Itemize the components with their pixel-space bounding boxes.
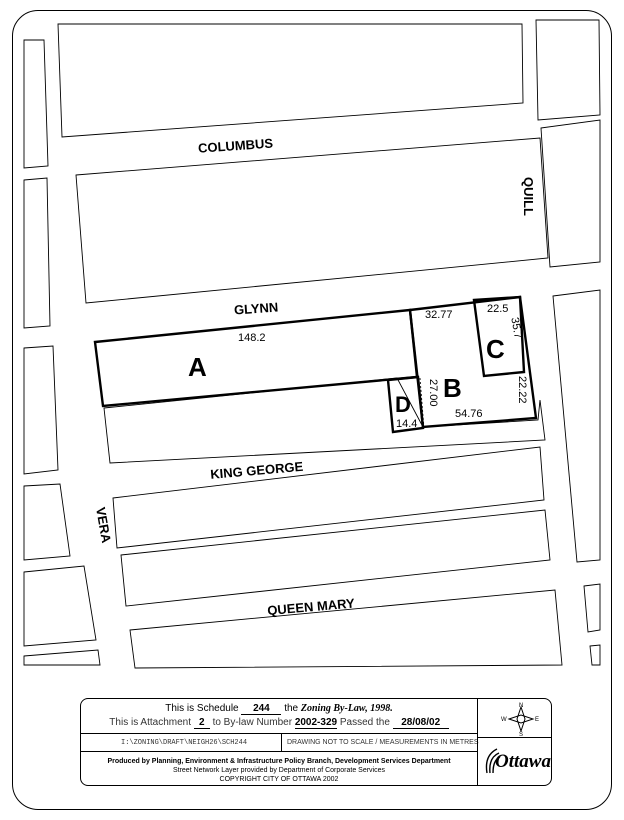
schedule-line: [81, 703, 477, 715]
produced-by: Produced by Planning, Environment & Infrastructure Policy Branch, Development Services Department: [107, 758, 451, 765]
block-glynn-king: [104, 378, 545, 463]
bylaw-title: Zoning By-Law, 1998.: [300, 703, 393, 714]
block-right-low: [584, 584, 600, 632]
lot-d-label: D: [395, 392, 411, 417]
passed-label: Passed the: [339, 717, 390, 728]
attachment-mid: to By-law Number: [212, 717, 293, 728]
production-credits: [81, 757, 477, 784]
block-right-mid: [553, 290, 600, 562]
block-top: [58, 24, 523, 137]
ottawa-logo-text: Ottawa: [495, 751, 551, 772]
dim-b-inner: 27.00: [427, 379, 439, 407]
attachment-prefix: This is Attachment: [109, 717, 191, 728]
street-quill: QUILL: [521, 177, 536, 216]
schedule-number: 244: [241, 703, 281, 715]
block-right-quill: [541, 120, 600, 267]
block-king-2: [121, 510, 550, 606]
block-left-3: [24, 346, 58, 474]
street-layer-credit: Street Network Layer provided by Department of Corporate Services: [172, 767, 386, 774]
compass-w: W: [501, 717, 507, 723]
lot-c-label: C: [486, 334, 505, 364]
lot-b-label: B: [443, 373, 462, 403]
dim-a-top: 148.2: [238, 332, 266, 344]
block-left-5: [24, 566, 96, 646]
dim-b-bottom: 54.76: [455, 408, 483, 420]
block-top-right: [536, 20, 600, 120]
compass-n: N: [519, 703, 524, 709]
attachment-line: [81, 717, 477, 729]
block-left-2: [24, 178, 50, 328]
legend-box: [80, 698, 552, 786]
schedule-suffix: the: [284, 703, 299, 714]
copyright: COPYRIGHT CITY OF OTTAWA 2002: [219, 776, 339, 783]
compass-s: S: [519, 732, 524, 736]
lot-a-outline: [95, 310, 417, 406]
dim-d-bottom: 14.4: [396, 418, 418, 430]
street-queen-mary: QUEEN MARY: [266, 595, 356, 619]
dim-c-top: 22.5: [487, 303, 509, 315]
street-glynn: GLYNN: [233, 299, 279, 318]
dim-b-top: 32.77: [425, 309, 453, 321]
schedule-prefix: This is Schedule: [165, 703, 239, 714]
street-vera: VERA: [93, 506, 115, 545]
compass-icon: [501, 702, 541, 736]
attachment-number: 2: [194, 717, 210, 729]
bylaw-number: 2002-329: [294, 717, 338, 728]
block-left-1: [24, 40, 48, 168]
street-king-george: KING GEORGE: [209, 458, 304, 482]
passed-date: 28/08/02: [393, 717, 449, 729]
street-columbus: COLUMBUS: [197, 135, 274, 156]
block-left-6: [24, 650, 100, 665]
block-right-low-2: [590, 645, 600, 665]
dim-b-right: 22.22: [516, 376, 528, 404]
ottawa-logo: [483, 745, 549, 779]
compass-e: E: [535, 717, 540, 723]
file-path: I:\ZONING\DRAFT\NEIGH26\SCH244: [121, 739, 248, 747]
scale-note: DRAWING NOT TO SCALE / MEASUREMENTS IN METRES: [287, 739, 479, 746]
lot-a-label: A: [188, 352, 207, 382]
block-left-4: [24, 484, 70, 560]
block-columbus-glynn: [76, 135, 548, 303]
dim-c-side: 35.7: [508, 316, 524, 340]
